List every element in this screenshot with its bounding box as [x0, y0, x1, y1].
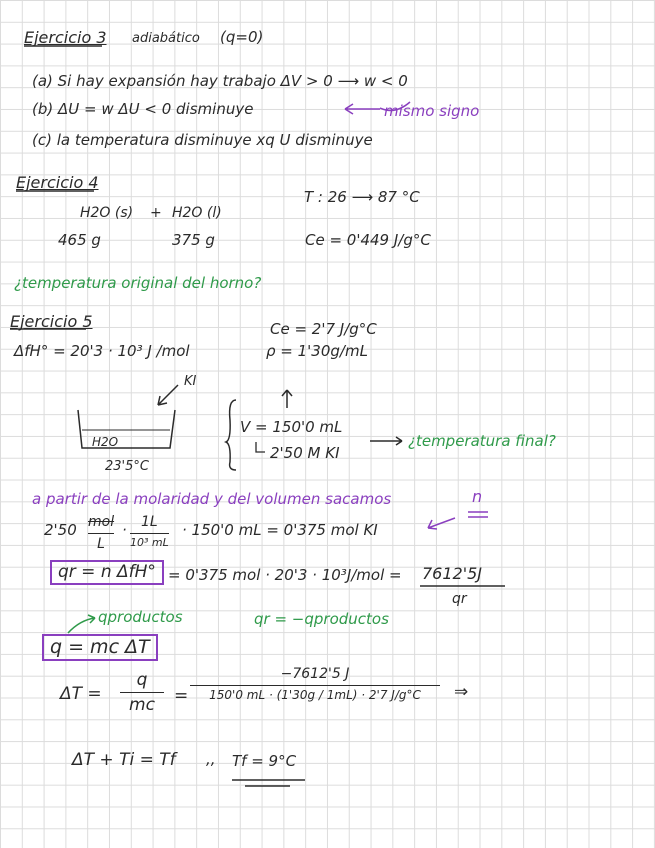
calc-n-start: 2'50	[44, 521, 77, 539]
ex4-temperature-range: T : 26 ⟶ 87 °C	[304, 188, 420, 206]
delta-t-numerator: q	[136, 670, 148, 690]
calc-n-unit-top: mol	[88, 514, 115, 530]
ex5-beaker-temperature: 23'5°C	[105, 459, 149, 474]
implies-symbol: ⇒	[454, 682, 469, 702]
qr-calculation: = 0'375 mol · 20'3 · 10³J/mol =	[168, 566, 402, 584]
ex3-item-b: (b) ΔU = w ΔU < 0 disminuye	[32, 100, 254, 118]
delta-t-lhs: ΔT =	[60, 684, 102, 704]
ex4-question: ¿temperatura original del horno?	[14, 274, 262, 292]
ex5-molarity: 2'50 M KI	[270, 444, 340, 462]
q-products-label: qproductos	[98, 608, 183, 626]
delta-t-fraction	[120, 670, 164, 716]
ex3-item-a: (a) Si hay expansión hay trabajo ΔV > 0 ⟶ w < 0	[32, 72, 408, 90]
calc-n-unit-fraction	[88, 514, 114, 553]
ex5-beaker-label: H2O	[92, 435, 119, 449]
delta-t-big-fraction	[190, 666, 440, 702]
ex4-heading: Ejercicio 4	[16, 173, 99, 192]
arrow-icon	[158, 385, 178, 405]
arrow-right-icon	[370, 437, 402, 445]
ex3-subtitle: adiabático	[132, 31, 200, 46]
final-result: Tf = 9°C	[232, 752, 297, 770]
ex3-heading: Ejercicio 3	[24, 28, 107, 47]
ex4-species-liquid: H2O (l)	[172, 205, 222, 221]
qr-result-sub: qr	[452, 591, 467, 607]
delta-t-equals: =	[174, 686, 189, 706]
ex4-specific-heat: Ce = 0'449 J/g°C	[305, 231, 431, 249]
ex5-specific-heat: Ce = 2'7 J/g°C	[270, 320, 377, 338]
ex3-item-c: (c) la temperatura disminuye xq U disminuye	[32, 131, 373, 149]
ex5-enthalpy: ΔfH° = 20'3 · 10³ J /mol	[14, 342, 190, 360]
ex5-ki-label: KI	[184, 374, 197, 389]
delta-t-big-numerator: −7612'5 J	[280, 666, 350, 682]
calc-n-end: · 150'0 mL = 0'375 mol KI	[182, 521, 378, 539]
ex5-heading: Ejercicio 5	[10, 312, 93, 331]
ex5-volume: V = 150'0 mL	[240, 418, 343, 436]
qr-result: 7612'5J	[422, 564, 483, 583]
up-arrow-icon	[282, 390, 292, 408]
calc-n-unit-bottom: L	[97, 535, 105, 552]
delta-t-denominator: mc	[129, 695, 155, 716]
calc-n-conversion-top: 1L	[141, 514, 158, 530]
ex4-mass-solid: 465 g	[58, 231, 101, 249]
ex5-question: ¿temperatura final?	[408, 432, 556, 450]
delta-t-big-denominator: 150'0 mL · (1'30g / 1mL) · 2'7 J/g°C	[209, 687, 421, 702]
ex5-molarity-line: a partir de la molaridad y del volumen sacamos	[32, 490, 392, 508]
green-arrow-icon	[68, 615, 95, 633]
calc-n-conversion-fraction	[130, 514, 169, 549]
ex3-condition: (q=0)	[220, 28, 264, 46]
ex3-item-b-note: mismo signo	[384, 102, 480, 120]
ex4-species-solid: H2O (s)	[80, 205, 134, 221]
purple-arrow-icon	[428, 518, 455, 529]
calc-n-conversion-bottom: 10³ mL	[130, 535, 169, 549]
qr-equals-products: qr = −qproductos	[254, 610, 389, 628]
heat-formula-box: q = mc ΔT	[42, 634, 158, 661]
ex5-n-symbol: n	[472, 487, 483, 506]
final-equation: ΔT + Ti = Tf	[72, 750, 176, 770]
ex5-density: ρ = 1'30g/mL	[266, 342, 368, 360]
qr-formula-box: qr = n ΔfH°	[50, 560, 164, 585]
brace-icon	[226, 400, 236, 470]
ex4-mass-liquid: 375 g	[172, 231, 215, 249]
ex4-plus: +	[150, 205, 162, 221]
